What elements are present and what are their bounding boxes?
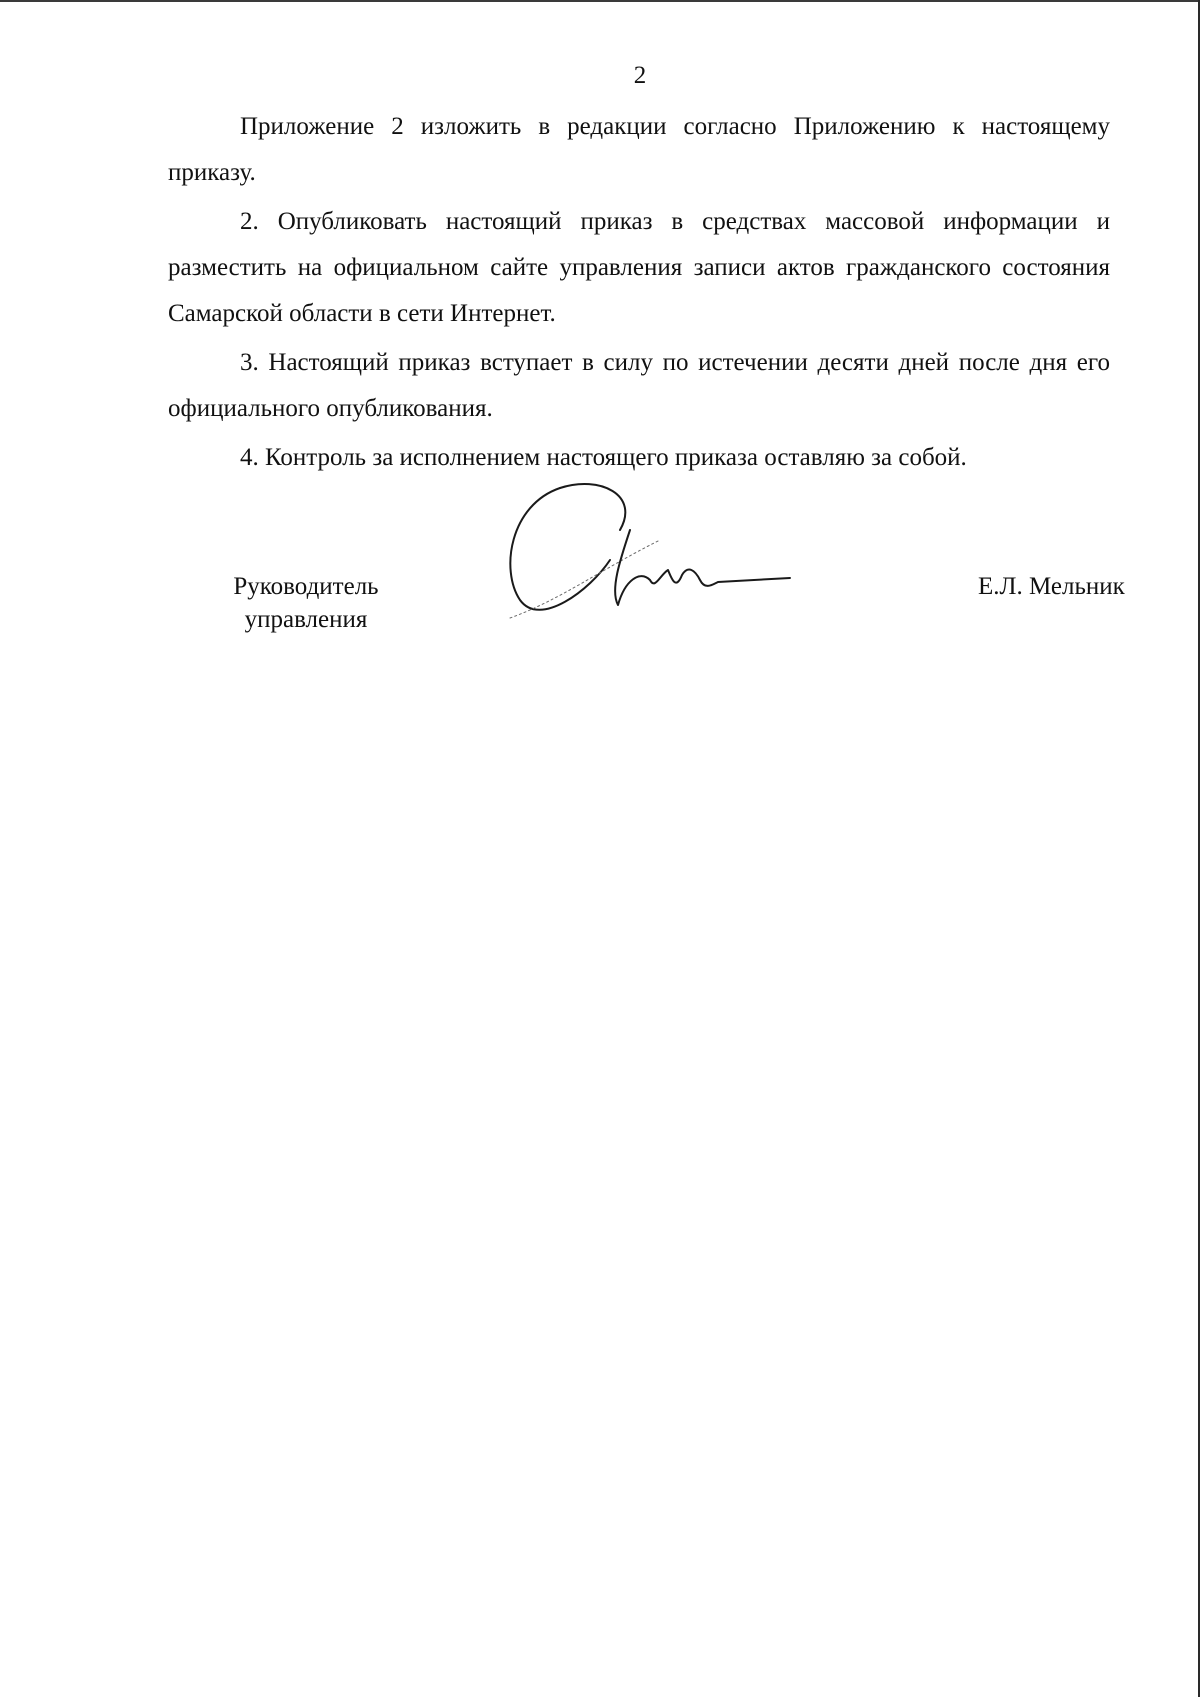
document-body [168, 104, 1110, 484]
signatory-title-line1: Руководитель [233, 573, 379, 600]
signatory-title-line2: управления [244, 606, 368, 633]
paragraph-item-2: 2. Опубликовать настоящий приказ в средствах массовой информации и разместить на официальном сайте управления записи актов гражданского состояния Самарской области в сети Интернет. [168, 208, 1110, 327]
page-number: 2 [633, 62, 647, 89]
handwritten-signature [500, 480, 820, 630]
signatory-name: Е.Л. Мельник [978, 573, 1125, 600]
paragraph-item-4: 4. Контроль за исполнением настоящего приказа оставляю за собой. [240, 444, 967, 471]
signatory-title [222, 570, 390, 636]
paragraph-item-3: 3. Настоящий приказ вступает в силу по истечении десяти дней после дня его официального опубликования. [168, 349, 1110, 422]
scan-edge-top [0, 0, 1200, 2]
signature-drawing [500, 480, 820, 630]
paragraph-appendix: Приложение 2 изложить в редакции согласно Приложению к настоящему приказу. [168, 113, 1110, 186]
